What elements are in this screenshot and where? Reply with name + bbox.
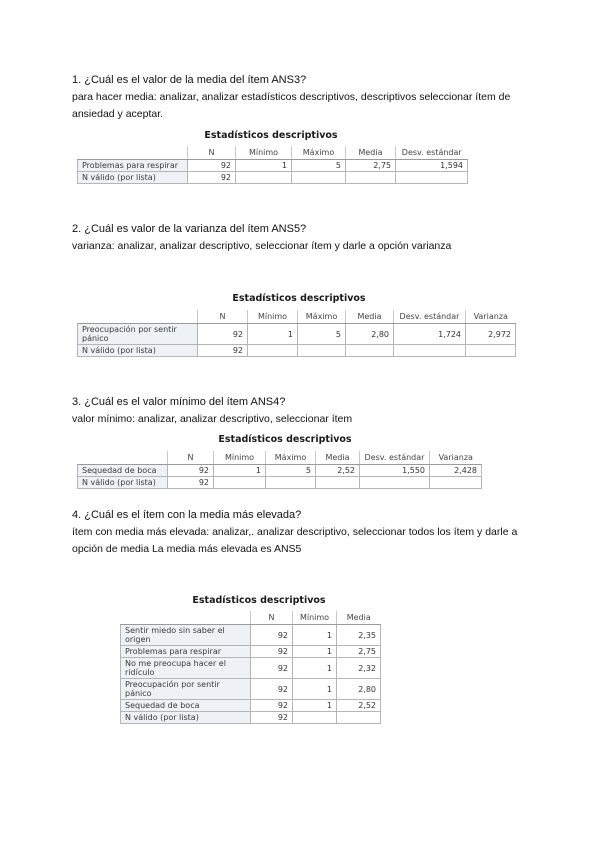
- row-label: Preocupación por sentir pánico: [121, 679, 251, 700]
- table-row: [78, 345, 516, 357]
- table-cell: 2,428: [430, 465, 482, 477]
- table-cell: [316, 477, 360, 489]
- row-label: N válido (por lista): [78, 172, 188, 184]
- table-cell: [466, 345, 516, 357]
- table-cell: 92: [188, 172, 236, 184]
- row-label: No me preocupa hacer el ridículo: [121, 658, 251, 679]
- table-cell: 2,972: [466, 324, 516, 345]
- table-cell: 1: [293, 658, 337, 679]
- table-cell: 5: [298, 324, 346, 345]
- column-header: Media: [316, 451, 360, 465]
- table-cell: [292, 172, 346, 184]
- question-4: [72, 507, 542, 558]
- table-cell: 92: [251, 625, 293, 646]
- stats-table-3: [77, 451, 482, 489]
- column-header: Mínimo: [293, 611, 337, 625]
- question-3: [72, 394, 542, 428]
- column-header: Mínimo: [214, 451, 266, 465]
- row-label: N válido (por lista): [121, 712, 251, 724]
- question-1-body: para hacer media: analizar, analizar estadísticos descriptivos, descriptivos seleccionar ítem de ansiedad y aceptar.: [72, 91, 511, 120]
- table-cell: [266, 477, 316, 489]
- column-header: Máximo: [266, 451, 316, 465]
- table-cell: 1,594: [396, 160, 468, 172]
- table-cell: 2,52: [337, 700, 381, 712]
- table-cell: [248, 345, 298, 357]
- table-cell: 1: [236, 160, 292, 172]
- table-row: [78, 465, 482, 477]
- table-row: [121, 646, 381, 658]
- table-cell: 2,80: [337, 679, 381, 700]
- table-cell: 92: [251, 712, 293, 724]
- table-cell: 1: [293, 625, 337, 646]
- table-cell: 1,550: [360, 465, 430, 477]
- question-4-title: 4. ¿Cuál es el ítem con la media más elevada?: [72, 509, 302, 521]
- table-4-title: Estadísticos descriptivos: [192, 595, 326, 606]
- column-header: Mínimo: [236, 146, 292, 160]
- table-cell: 1,724: [394, 324, 466, 345]
- question-1: [72, 72, 542, 123]
- column-header: Media: [346, 310, 394, 324]
- table-cell: 5: [292, 160, 346, 172]
- column-header: Media: [346, 146, 396, 160]
- table-cell: 2,75: [337, 646, 381, 658]
- table-row: [121, 679, 381, 700]
- column-header: Máximo: [298, 310, 346, 324]
- column-header: Máximo: [292, 146, 346, 160]
- question-2-title: 2. ¿Cuál es valor de la varianza del ítem ANS5?: [72, 223, 307, 235]
- table-cell: 92: [198, 324, 248, 345]
- question-2-body: varianza: analizar, analizar descriptivo, seleccionar ítem y darle a opción varianza: [72, 240, 452, 252]
- row-label: N válido (por lista): [78, 345, 198, 357]
- table-cell: 92: [251, 658, 293, 679]
- table-3-title: Estadísticos descriptivos: [218, 434, 352, 445]
- table-row: [78, 160, 468, 172]
- table-cell: [360, 477, 430, 489]
- table-cell: 2,80: [346, 324, 394, 345]
- question-4-body: ítem con media más elevada: analizar,. analizar descriptivo, seleccionar todos los ítem y darle a opción de media La media más elevada es ANS5: [72, 526, 518, 555]
- column-header: N: [251, 611, 293, 625]
- table-cell: 1: [214, 465, 266, 477]
- table-cell: 92: [168, 477, 214, 489]
- table-cell: [346, 172, 396, 184]
- table-cell: 92: [168, 465, 214, 477]
- row-label: Problemas para respirar: [121, 646, 251, 658]
- row-label: Sequedad de boca: [78, 465, 168, 477]
- table-cell: [396, 172, 468, 184]
- question-2: [72, 221, 542, 255]
- table-cell: [337, 712, 381, 724]
- column-header: Mínimo: [248, 310, 298, 324]
- column-header: Desv. estándar: [396, 146, 468, 160]
- stats-table-4: [120, 611, 381, 724]
- table-cell: 92: [251, 646, 293, 658]
- header-corner: [78, 146, 188, 160]
- column-header: Varianza: [430, 451, 482, 465]
- column-header: N: [198, 310, 248, 324]
- table-row: [121, 712, 381, 724]
- table-cell: 92: [198, 345, 248, 357]
- column-header: Desv. estándar: [360, 451, 430, 465]
- table-cell: [346, 345, 394, 357]
- question-3-title: 3. ¿Cuál es el valor mínimo del ítem ANS4?: [72, 396, 286, 408]
- header-corner: [78, 451, 168, 465]
- table-row: [78, 172, 468, 184]
- header-corner: [78, 310, 198, 324]
- table-cell: 1: [293, 646, 337, 658]
- table-cell: [298, 345, 346, 357]
- table-row: [121, 658, 381, 679]
- column-header: Varianza: [466, 310, 516, 324]
- stats-table-2: [77, 310, 516, 357]
- table-row: [78, 477, 482, 489]
- column-header: Desv. estándar: [394, 310, 466, 324]
- table-cell: [293, 712, 337, 724]
- table-cell: [214, 477, 266, 489]
- row-label: Preocupación por sentir pánico: [78, 324, 198, 345]
- question-1-title: 1. ¿Cuál es el valor de la media del ítem ANS3?: [72, 74, 307, 86]
- table-cell: 92: [251, 700, 293, 712]
- column-header: Media: [337, 611, 381, 625]
- table-cell: 2,35: [337, 625, 381, 646]
- table-2-title: Estadísticos descriptivos: [232, 293, 366, 304]
- table-row: [121, 700, 381, 712]
- table-cell: [394, 345, 466, 357]
- stats-table-1: [77, 146, 468, 184]
- table-cell: 1: [293, 700, 337, 712]
- table-cell: 1: [248, 324, 298, 345]
- table-row: [121, 625, 381, 646]
- row-label: N válido (por lista): [78, 477, 168, 489]
- table-cell: [236, 172, 292, 184]
- table-1-title: Estadísticos descriptivos: [204, 130, 338, 141]
- column-header: N: [168, 451, 214, 465]
- question-3-body: valor mínimo: analizar, analizar descriptivo, seleccionar ítem: [72, 413, 353, 425]
- table-cell: 5: [266, 465, 316, 477]
- column-header: N: [188, 146, 236, 160]
- table-cell: [430, 477, 482, 489]
- table-cell: 92: [188, 160, 236, 172]
- table-cell: 2,32: [337, 658, 381, 679]
- table-cell: 1: [293, 679, 337, 700]
- row-label: Sentir miedo sin saber el origen: [121, 625, 251, 646]
- table-cell: 2,75: [346, 160, 396, 172]
- row-label: Sequedad de boca: [121, 700, 251, 712]
- table-cell: 2,52: [316, 465, 360, 477]
- row-label: Problemas para respirar: [78, 160, 188, 172]
- table-cell: 92: [251, 679, 293, 700]
- header-corner: [121, 611, 251, 625]
- table-row: [78, 324, 516, 345]
